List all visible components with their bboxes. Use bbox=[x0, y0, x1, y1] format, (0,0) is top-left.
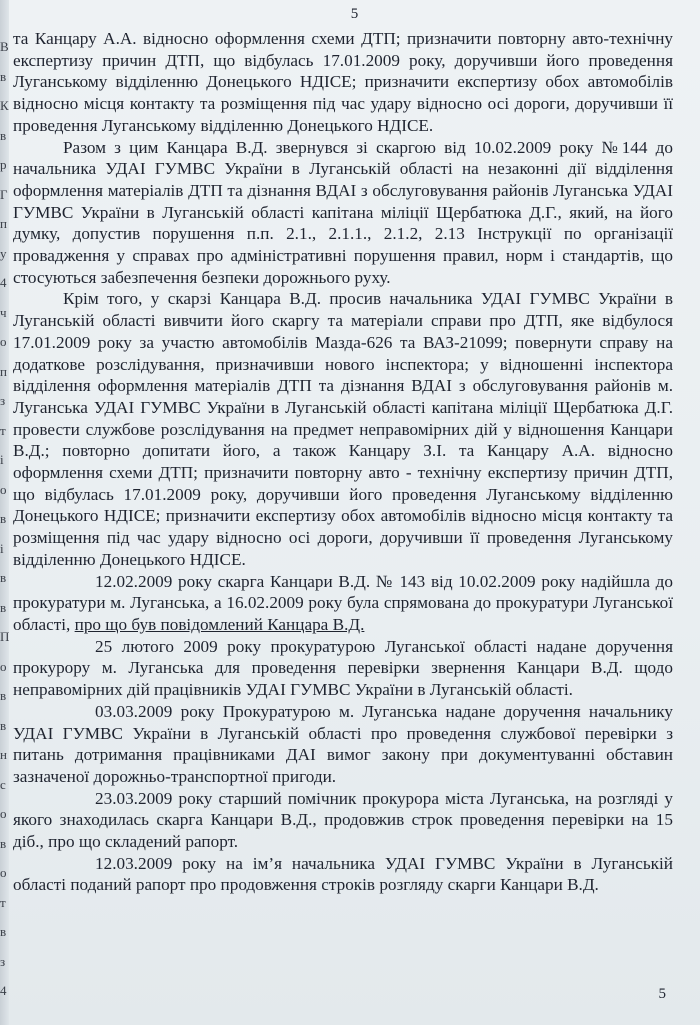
margin-char: ч bbox=[0, 304, 7, 320]
margin-char: п bbox=[0, 216, 7, 231]
paragraph-4-text: 12.02.2009 року скарга Канцари В.Д. № 143 від 10.02.2009 року надійшла до прокуратури м. Луганська, а 16.02.2009 року була спрямована до прокуратури Луганської області, bbox=[13, 571, 673, 634]
margin-char: н bbox=[0, 747, 7, 762]
margin-char: в bbox=[0, 570, 7, 585]
margin-char: с bbox=[0, 776, 6, 792]
margin-char: о bbox=[0, 334, 7, 349]
margin-char: з bbox=[0, 953, 6, 969]
margin-char: т bbox=[0, 422, 6, 438]
margin-char: п bbox=[0, 363, 7, 379]
margin-char: в bbox=[0, 511, 7, 526]
margin-char: о bbox=[0, 865, 7, 880]
margin-char: в bbox=[0, 599, 7, 615]
paragraph-5: 25 лютого 2009 року прокуратурою Луганської області надане доручення прокурору м. Луганська для проведення перевірки звернення Канцари В.Д. щодо неправомірних дій працівників УДАІ ГУМВС України в Луганській області. bbox=[13, 636, 673, 700]
margin-char: П bbox=[0, 629, 10, 644]
margin-char: у bbox=[0, 245, 7, 261]
page-number-bottom: 5 bbox=[658, 986, 666, 1002]
margin-char: К bbox=[0, 98, 9, 113]
margin-char: в bbox=[0, 835, 7, 851]
paragraph-1: та Канцару А.А. відносно оформлення схеми ДТП; призначити повторну авто-технічну експертизу причин ДТП, що відбулась 17.01.2009 року, доручивши його проведення Луганському відділенню Донецького НДІСЕ; призначити експертизу обох автомобілів відносно місця контакту та розміщення під час удару відносно осі дороги, доручивши її проведення Луганському відділенню Донецького НДІСЕ. bbox=[13, 29, 673, 135]
margin-char: в bbox=[0, 127, 7, 143]
margin-char: в bbox=[0, 68, 7, 84]
margin-char: в bbox=[0, 924, 7, 939]
margin-char: о bbox=[0, 806, 7, 821]
margin-char: о bbox=[0, 481, 7, 497]
page-number-top: 5 bbox=[350, 6, 359, 22]
paragraph-8: 12.03.2009 року на ім’я начальника УДАІ ГУМВС України в Луганській області поданий рапорт про продовження строків розгляду скарги Канцари В.Д. bbox=[13, 853, 673, 895]
paragraph-3: Крім того, у скарзі Канцара В.Д. просив начальника УДАІ ГУМВС України в Луганській області вивчити його скаргу та матеріали справи про ДТП, яке відбулося 17.01.2009 року за участю автомобілів Мазда-626 та ВАЗ-21099; повернути справу на додаткове розслідування, призначивши нового інспектора; у відношенні інспектора відділення оформлення матеріалів ДТП та дізнання ВДАІ з обслуговування районів м. Луганська УДАІ ГУМВС України в Луганській області капітана міліції Щербатюка Д.Г. провести службове розслідування на предмет неправомірних дій у відношення Канцари В.Д.; повторно допитати його, а також Канцару З.І. та Канцару А.А. відносно оформлення схеми ДТП; призначити повторну авто - технічну експертизу причин ДТП, що відбулась 17.01.2009 року, доручивши його проведення Луганському відділенню Донецького НДІСЕ; призначити експертизу обох автомобілів відносно місця контакту та розміщення під час удару відносно осі дороги, доручивши її проведення Луганському відділенню Донецького НДІСЕ. bbox=[13, 289, 673, 569]
paragraph-4 bbox=[13, 571, 673, 636]
paragraph-2: Разом з цим Канцара В.Д. звернувся зі скаргою від 10.02.2009 року №144 до начальника УДАІ ГУМВС України в Луганській області на незаконні дії відділення оформлення матеріалів ДТП та дізнання ВДАІ з обслуговування районів Луганська УДАІ ГУМВС України в Луганській області капітана міліції Щербатюка Д.Г., який, на його думку, допустив порушення п.п. 2.1., 2.1.1., 2.1.2, 2.13 Інструкції по організації провадження у справах про адміністративні порушення правил, норм і стандартів, що стосуються забезпечення безпеки дорожнього руху. bbox=[13, 137, 673, 287]
paragraph-6: 03.03.2009 року Прокуратурою м. Луганська надане доручення начальнику УДАІ ГУМВС України в Луганській області про проведення службової перевірки з питань дотримання працівниками ДАІ вимог закону при документуванні обставин зазначеної дорожньо-транспортної пригоди. bbox=[13, 701, 673, 786]
margin-char: 4 bbox=[0, 983, 7, 998]
margin-char: 4 bbox=[0, 275, 7, 290]
document-page bbox=[9, 0, 700, 1025]
margin-char: о bbox=[0, 658, 7, 674]
paragraph-4-underlined: про що був повідомлений Канцара В.Д. bbox=[74, 614, 365, 634]
margin-char: р bbox=[0, 157, 7, 172]
margin-char: з bbox=[0, 393, 6, 408]
margin-char: в bbox=[0, 688, 7, 703]
margin-char: т bbox=[0, 894, 6, 910]
margin-char: В bbox=[0, 39, 9, 54]
margin-char: і bbox=[0, 540, 4, 556]
margin-char: і bbox=[0, 452, 4, 467]
paragraph-7: 23.03.2009 року старший помічник прокурора міста Луганська, на розгляді у якого знаходилась скарга Канцари В.Д., продовжив строк проведення перевірки на 15 діб., про що складений рапорт. bbox=[13, 788, 673, 852]
margin-char: в bbox=[0, 717, 7, 733]
margin-char: Г bbox=[0, 186, 8, 202]
document-body bbox=[13, 28, 673, 896]
